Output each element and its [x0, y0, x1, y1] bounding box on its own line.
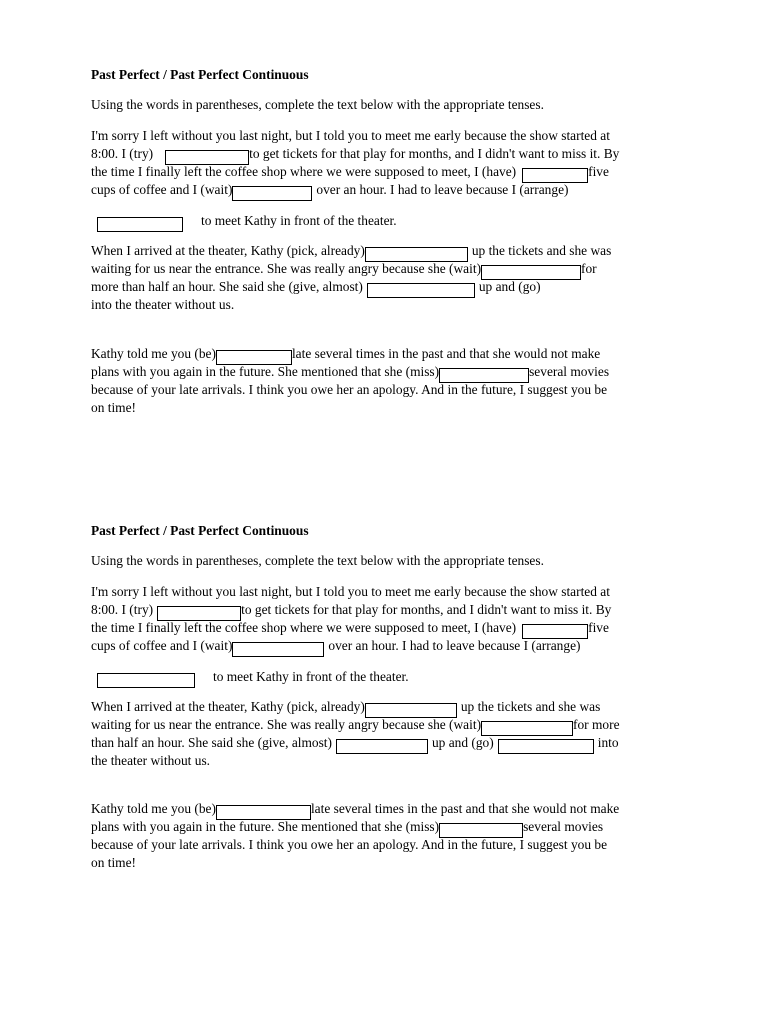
paragraph-4-line-4: on time! — [91, 400, 136, 415]
paragraph-4-line-3: because of your late arrivals. I think you owe her an apology. And in the future, I suggest you be — [91, 837, 608, 852]
answer-field-give-almost[interactable] — [336, 739, 428, 754]
paragraph-2: to meet Kathy in front of the theater. — [97, 212, 397, 232]
paragraph-2: to meet Kathy in front of the theater. — [97, 668, 409, 688]
answer-field-wait[interactable] — [232, 642, 324, 657]
paragraph-3-line-1: When I arrived at the theater, Kathy (pick, already) up the tickets and she was — [91, 698, 600, 718]
answer-field-wait[interactable] — [232, 186, 312, 201]
answer-field-arrange[interactable] — [97, 217, 183, 232]
paragraph-3-line-3: more than half an hour. She said she (give, almost) up and (go) — [91, 278, 541, 298]
worksheet-title: Past Perfect / Past Perfect Continuous — [91, 67, 309, 82]
paragraph-1-line-3: the time I finally left the coffee shop where we were supposed to meet, I (have) five — [91, 163, 609, 183]
answer-field-arrange[interactable] — [97, 673, 195, 688]
paragraph-1-line-2: 8:00. I (try) to get tickets for that play for months, and I didn't want to miss it. By — [91, 601, 611, 621]
paragraph-3-line-4: the theater without us. — [91, 753, 210, 768]
answer-field-give-almost[interactable] — [367, 283, 475, 298]
instructions: Using the words in parentheses, complete the text below with the appropriate tenses. — [91, 97, 544, 112]
paragraph-1-line-3: the time I finally left the coffee shop where we were supposed to meet, I (have) five — [91, 619, 609, 639]
paragraph-1-line-4: cups of coffee and I (wait) over an hour. I had to leave because I (arrange) — [91, 181, 568, 201]
paragraph-1-line-4: cups of coffee and I (wait) over an hour. I had to leave because I (arrange) — [91, 637, 580, 657]
paragraph-3-line-4: into the theater without us. — [91, 297, 235, 312]
paragraph-4-line-1: Kathy told me you (be) late several times in the past and that she would not make — [91, 345, 600, 365]
worksheet-title: Past Perfect / Past Perfect Continuous — [91, 523, 309, 538]
paragraph-3-line-1: When I arrived at the theater, Kathy (pick, already) up the tickets and she was — [91, 242, 611, 262]
paragraph-4-line-1: Kathy told me you (be) late several times in the past and that she would not make — [91, 800, 619, 820]
paragraph-4-line-2: plans with you again in the future. She mentioned that she (miss) several movies — [91, 818, 603, 838]
paragraph-1-line-1: I'm sorry I left without you last night, but I told you to meet me early because the show started at — [91, 584, 610, 599]
answer-field-go[interactable] — [498, 739, 594, 754]
paragraph-3-line-2: waiting for us near the entrance. She was really angry because she (wait) for more — [91, 716, 620, 736]
paragraph-4-line-4: on time! — [91, 855, 136, 870]
paragraph-1-line-1: I'm sorry I left without you last night, but I told you to meet me early because the show started at — [91, 128, 610, 143]
paragraph-4-line-2: plans with you again in the future. She mentioned that she (miss) several movies — [91, 363, 609, 383]
paragraph-1-line-2: 8:00. I (try) to get tickets for that play for months, and I didn't want to miss it. By — [91, 145, 619, 165]
instructions: Using the words in parentheses, complete the text below with the appropriate tenses. — [91, 553, 544, 568]
paragraph-4-line-3: because of your late arrivals. I think you owe her an apology. And in the future, I suggest you be — [91, 382, 608, 397]
paragraph-3-line-2: waiting for us near the entrance. She was really angry because she (wait) for — [91, 260, 597, 280]
paragraph-3-line-3: than half an hour. She said she (give, almost) up and (go) into — [91, 734, 619, 754]
